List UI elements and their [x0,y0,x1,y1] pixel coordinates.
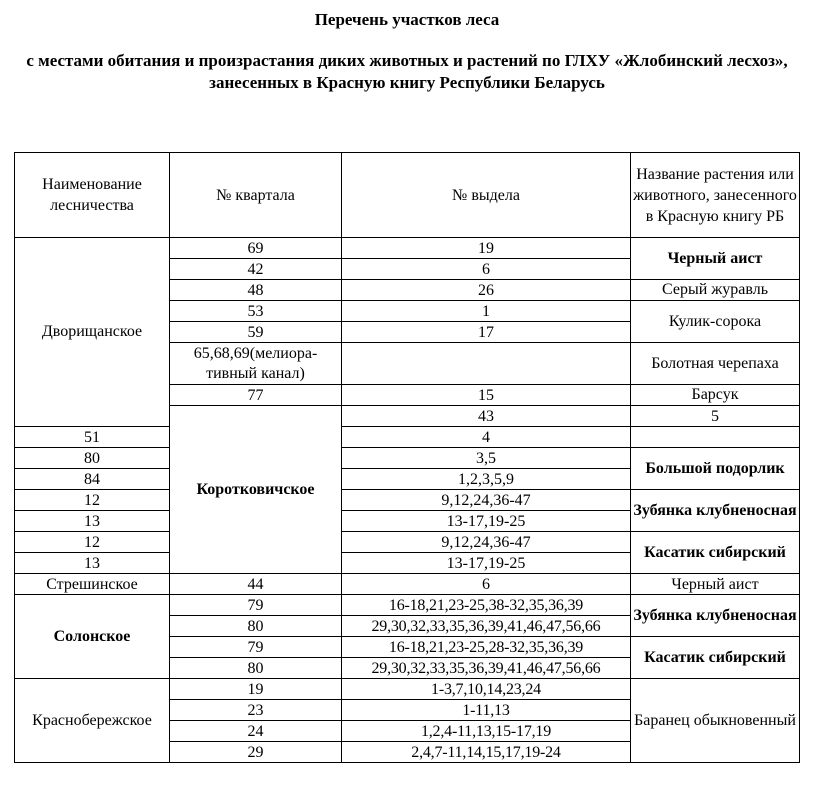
quarter-cell: 24 [170,721,342,742]
quarter-cell: 19 [170,679,342,700]
species-cell: Касатик сибирский [631,532,800,574]
section-cell: 9,12,24,36-47 [342,490,631,511]
quarter-cell: 13 [15,511,170,532]
species-cell: Большой подорлик [631,448,800,490]
forestry-cell: Коротковичское [170,406,342,574]
section-cell: 4 [342,427,631,448]
quarter-cell: 80 [170,658,342,679]
table-row [15,448,800,469]
species-cell: Зубянка клубненосная [631,490,800,532]
forestry-cell: Стрешинское [15,574,170,595]
section-cell: 16-18,21,23-25,38-32,35,36,39 [342,595,631,616]
red-book-sites-table [14,152,800,763]
header-row [15,153,800,238]
document-title: Перечень участков леса [314,10,500,29]
quarter-cell: 53 [170,301,342,322]
quarter-cell: 13 [15,553,170,574]
section-cell: 19 [342,238,631,259]
section-cell: 16-18,21,23-25,28-32,35,36,39 [342,637,631,658]
quarter-cell: 65,68,69(мелиора-тивный канал) [170,343,342,385]
quarter-cell: 51 [15,427,170,448]
section-cell: 1,2,3,5,9 [342,469,631,490]
header-section: № выдела [342,153,631,238]
section-cell: 1-11,13 [342,700,631,721]
forestry-cell: Краснобережское [15,679,170,763]
quarter-cell: 12 [15,490,170,511]
species-cell: Серый журавль [631,280,800,301]
species-cell: Барсук [631,385,800,406]
section-cell: 1 [342,301,631,322]
table-row [15,574,800,595]
quarter-cell: 79 [170,595,342,616]
species-cell: Черный аист [631,238,800,280]
species-cell: Черный аист [631,574,800,595]
quarter-cell: 48 [170,280,342,301]
species-cell: Баранец обыкновенный [631,679,800,763]
section-cell: 5 [631,406,800,427]
quarter-cell: 80 [170,616,342,637]
species-cell: Болотная черепаха [631,343,800,385]
section-cell: 29,30,32,33,35,36,39,41,46,47,56,66 [342,616,631,637]
section-cell: 15 [342,385,631,406]
quarter-cell: 79 [170,637,342,658]
quarter-cell: 42 [170,259,342,280]
table-row [15,532,800,553]
species-cell: Зубянка клубненосная [631,595,800,637]
quarter-cell: 80 [15,448,170,469]
header-forestry: Наименование лесничества [15,153,170,238]
table-row [15,490,800,511]
section-cell: 1,2,4-11,13,15-17,19 [342,721,631,742]
table-row [15,238,800,259]
quarter-cell: 43 [342,406,631,427]
forestry-cell: Дворищанское [15,238,170,427]
species-cell: Кулик-сорока [631,301,800,343]
quarter-cell: 77 [170,385,342,406]
section-cell: 1-3,7,10,14,23,24 [342,679,631,700]
header-quarter: № квартала [170,153,342,238]
table-row [15,595,800,616]
quarter-cell: 44 [170,574,342,595]
section-cell: 13-17,19-25 [342,511,631,532]
section-cell: 6 [342,574,631,595]
quarter-cell: 59 [170,322,342,343]
section-cell: 3,5 [342,448,631,469]
quarter-cell: 12 [15,532,170,553]
table-row [15,679,800,700]
section-cell: 9,12,24,36-47 [342,532,631,553]
header-species: Название растения или животного, занесенного в Красную книгу РБ [631,153,800,238]
table-row [15,427,800,448]
quarter-cell: 23 [170,700,342,721]
section-cell [342,343,631,385]
species-cell: Касатик сибирский [631,637,800,679]
quarter-cell: 84 [15,469,170,490]
section-cell: 2,4,7-11,14,15,17,19-24 [342,742,631,763]
quarter-cell: 29 [170,742,342,763]
section-cell: 29,30,32,33,35,36,39,41,46,47,56,66 [342,658,631,679]
section-cell: 17 [342,322,631,343]
section-cell: 13-17,19-25 [342,553,631,574]
section-cell: 6 [342,259,631,280]
quarter-cell: 69 [170,238,342,259]
forestry-cell: Солонское [15,595,170,679]
document-subtitle: с местами обитания и произрастания диких животных и растений по ГЛХУ «Жлобинский лесхоз», занесенных в Красную книгу Республики Беларусь [26,51,788,92]
section-cell: 26 [342,280,631,301]
